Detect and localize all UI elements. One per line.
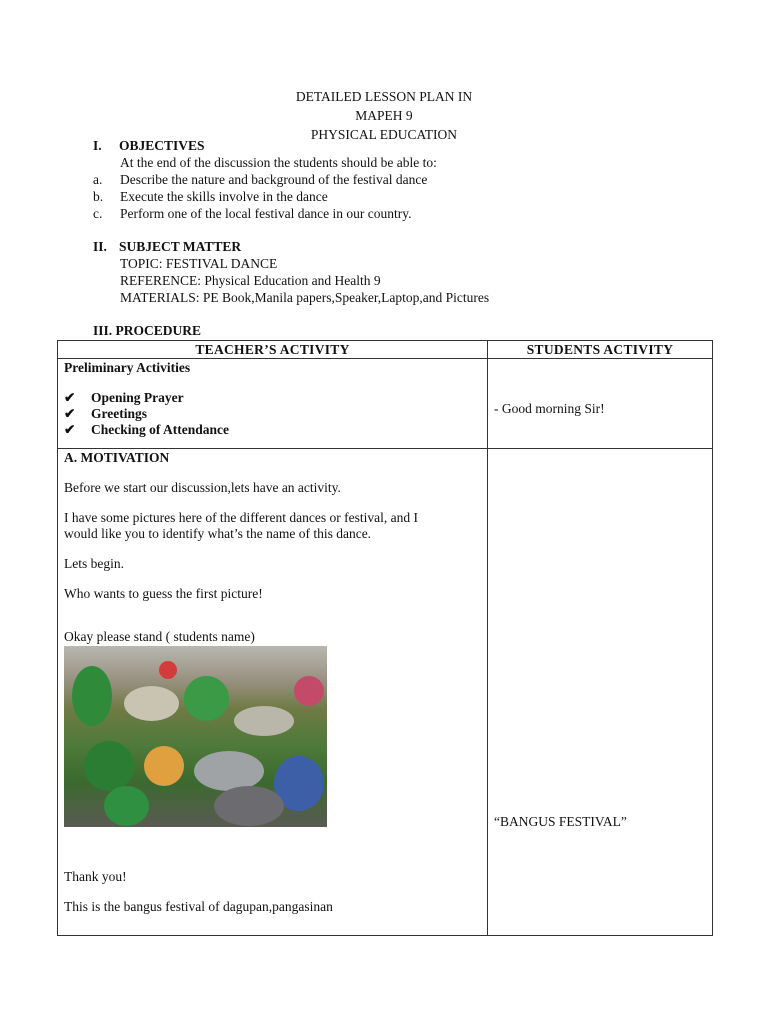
table-row xyxy=(58,359,713,449)
objectives-intro: At the end of the discussion the students should be able to: xyxy=(120,155,437,170)
motivation-paragraph: Thank you! xyxy=(64,869,127,884)
motivation-paragraph: I have some pictures here of the different dances or festival, and I xyxy=(64,510,418,525)
objectives-number: I. xyxy=(93,138,102,153)
subject-matter-heading xyxy=(93,239,241,255)
objective-text: Perform one of the local festival dance in our country. xyxy=(120,206,412,221)
objective-text: Describe the nature and background of the festival dance xyxy=(120,172,428,187)
table-row xyxy=(58,449,713,936)
preliminary-student-cell xyxy=(488,359,713,449)
preliminary-heading: Preliminary Activities xyxy=(64,360,191,375)
check-item xyxy=(64,406,481,422)
subject-matter-heading-text: SUBJECT MATTER xyxy=(119,239,242,254)
objective-marker: c. xyxy=(93,206,103,221)
festival-photo xyxy=(64,646,327,827)
document-title xyxy=(0,87,768,144)
procedure-heading: III. PROCEDURE xyxy=(93,323,202,338)
title-line-1: DETAILED LESSON PLAN IN xyxy=(295,89,473,104)
table-header-row xyxy=(58,341,713,359)
objective-marker: b. xyxy=(93,189,104,204)
check-item xyxy=(64,422,481,438)
motivation-paragraph: Okay please stand ( students name) xyxy=(64,629,255,644)
objective-marker: a. xyxy=(93,172,103,187)
teacher-activity-header: TEACHER’S ACTIVITY xyxy=(58,341,488,359)
motivation-paragraph: Lets begin. xyxy=(64,556,124,571)
check-item-label: Checking of Attendance xyxy=(91,422,229,437)
subject-materials: MATERIALS: PE Book,Manila papers,Speaker,Laptop,and Pictures xyxy=(120,290,490,305)
check-item xyxy=(64,390,481,406)
check-icon: ✔ xyxy=(64,422,76,437)
procedure-table xyxy=(57,340,713,936)
title-line-3: PHYSICAL EDUCATION xyxy=(310,127,458,142)
objective-item-a xyxy=(93,172,427,188)
objective-text: Execute the skills involve in the dance xyxy=(120,189,328,204)
motivation-student-cell xyxy=(488,449,713,936)
objective-item-c xyxy=(93,206,412,222)
check-item-label: Opening Prayer xyxy=(91,390,184,405)
preliminary-cell xyxy=(58,359,488,449)
check-icon: ✔ xyxy=(64,406,76,421)
students-activity-header: STUDENTS ACTIVITY xyxy=(488,341,713,359)
subject-matter-number: II. xyxy=(93,239,107,254)
check-item-label: Greetings xyxy=(91,406,147,421)
motivation-paragraph: would like you to identify what’s the name of this dance. xyxy=(64,526,372,541)
subject-topic: TOPIC: FESTIVAL DANCE xyxy=(120,256,278,271)
motivation-heading: A. MOTIVATION xyxy=(64,450,170,465)
motivation-paragraph: This is the bangus festival of dagupan,pangasinan xyxy=(64,899,333,914)
motivation-paragraph: Before we start our discussion,lets have an activity. xyxy=(64,480,341,495)
student-response-greeting: - Good morning Sir! xyxy=(494,401,605,416)
objectives-heading-text: OBJECTIVES xyxy=(119,138,205,153)
objectives-heading xyxy=(93,138,205,154)
motivation-cell xyxy=(58,449,488,936)
check-icon: ✔ xyxy=(64,390,76,405)
student-response-answer: “BANGUS FESTIVAL” xyxy=(494,814,627,829)
objective-item-b xyxy=(93,189,328,205)
title-line-2: MAPEH 9 xyxy=(355,108,413,123)
subject-reference: REFERENCE: Physical Education and Health 9 xyxy=(120,273,381,288)
motivation-paragraph: Who wants to guess the first picture! xyxy=(64,586,263,601)
